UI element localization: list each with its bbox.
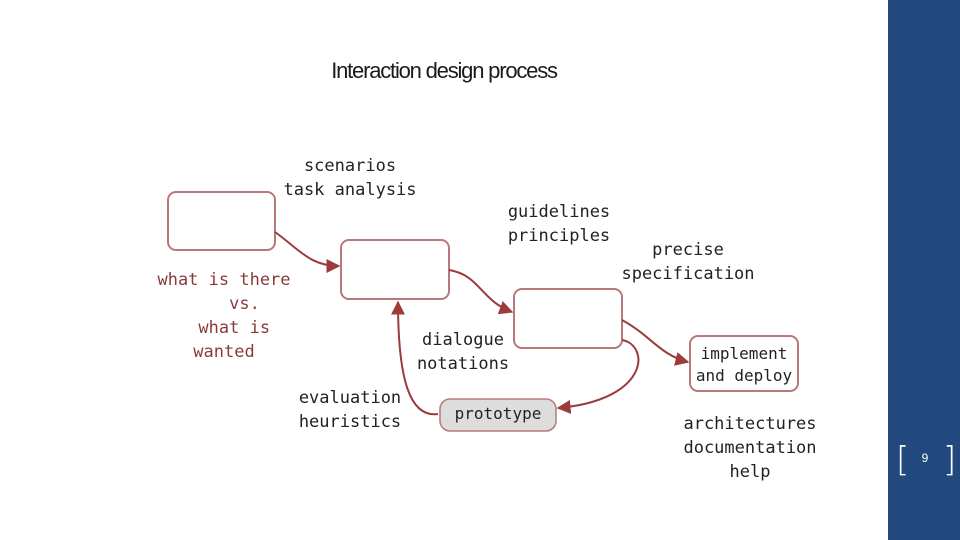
page-number: 9	[921, 451, 929, 465]
label-evaluation: evaluation heuristics	[298, 388, 402, 432]
design-box	[514, 289, 622, 348]
page-bracket-left: [	[896, 440, 910, 480]
page-bracket-right: ]	[943, 440, 957, 480]
analysis-box	[341, 240, 449, 299]
requirements-box	[168, 192, 275, 250]
label-scenarios: scenarios task analysis	[283, 156, 417, 200]
implement-label: implement and deploy	[695, 344, 793, 385]
arrow-design-to-implement	[622, 320, 688, 362]
arrow-analysis-to-design	[449, 270, 512, 312]
label-what-is-there: what is there vs. what is wanted	[157, 270, 291, 362]
label-dialogue: dialogue notations	[416, 330, 510, 374]
label-guidelines: guidelines principles	[507, 202, 611, 246]
label-architectures: architectures documentation help	[683, 414, 817, 482]
label-precise-specification: precise specification	[621, 240, 755, 284]
slide-title: Interaction design process	[331, 58, 557, 83]
prototype-label: prototype	[454, 404, 542, 423]
arrow-requirements-to-analysis	[275, 232, 339, 266]
arrow-design-to-prototype	[558, 340, 638, 408]
